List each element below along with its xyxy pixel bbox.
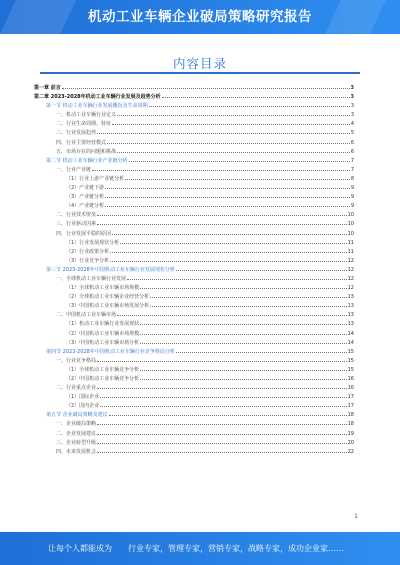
toc-leader-dots xyxy=(92,170,350,171)
toc-leader-dots xyxy=(97,133,350,134)
footer-slogan-left: 让每个人都能成为 xyxy=(48,544,112,553)
toc-leader-dots xyxy=(176,352,347,353)
toc-leader-dots xyxy=(129,161,350,162)
toc-entry-page: 11 xyxy=(347,239,354,246)
toc-entry-title: 第二章 2023-2028年机动工业车辆行业发展及趋势分析 xyxy=(34,94,161,101)
toc-entry[interactable] xyxy=(34,420,354,429)
toc-entry[interactable] xyxy=(34,339,354,348)
toc-entry[interactable] xyxy=(34,320,354,329)
toc-entry-page: 9 xyxy=(350,185,354,192)
toc-leader-dots xyxy=(97,215,347,216)
toc-entry[interactable] xyxy=(34,220,354,229)
toc-entry-title: 二、行业生命周期、特征 xyxy=(56,121,112,128)
toc-leader-dots xyxy=(62,88,350,89)
header-banner xyxy=(0,0,400,34)
toc-entry[interactable] xyxy=(34,275,354,284)
toc-entry[interactable] xyxy=(34,448,354,457)
toc-entry[interactable] xyxy=(34,93,354,102)
toc-entry[interactable] xyxy=(34,302,354,311)
toc-entry-title: 三、企业转型升级 xyxy=(56,439,97,446)
toc-title: 内容目录 xyxy=(172,56,227,71)
toc-entry[interactable] xyxy=(34,411,354,420)
toc-leader-dots xyxy=(112,234,347,235)
toc-leader-dots xyxy=(117,315,347,316)
toc-entry[interactable] xyxy=(34,239,354,248)
toc-leader-dots xyxy=(120,243,346,244)
toc-leader-dots xyxy=(110,261,346,262)
toc-entry-title: 一、行业竞争格局 xyxy=(56,357,97,364)
toc-entry-title: （1）行业上游产业链分析 xyxy=(66,175,125,182)
toc-leader-dots xyxy=(97,224,347,225)
toc-entry[interactable] xyxy=(34,439,354,448)
toc-entry-page: 10 xyxy=(347,212,354,219)
toc-entry-page: 16 xyxy=(347,385,354,392)
toc-entry-page: 13 xyxy=(347,303,354,310)
toc-entry-title: 第一节 机动工业车辆行业发展概况及生命周期 xyxy=(46,103,148,110)
toc-entry-title: 第三节 2023-2028年中国机动工业车辆行业发展现状分析 xyxy=(46,266,175,273)
toc-entry[interactable] xyxy=(34,348,354,357)
toc-entry-title: 一、企业破局策略 xyxy=(56,421,97,428)
toc-entry-title: 二、企业发展建议 xyxy=(56,430,97,437)
toc-entry[interactable] xyxy=(34,293,354,302)
toc-entry-title: 三、行业驱动因素 xyxy=(56,221,97,228)
toc-entry[interactable] xyxy=(34,166,354,175)
toc-entry-page: 15 xyxy=(347,357,354,364)
toc-entry-page: 7 xyxy=(350,157,354,164)
toc-entry-page: 9 xyxy=(350,194,354,201)
toc-leader-dots xyxy=(125,179,350,180)
toc-entry[interactable] xyxy=(34,211,354,220)
toc-entry-title: （1）机动工业车辆行业发展现状 xyxy=(66,321,140,328)
toc-entry-title: （1）全球机动工业车辆市场规模 xyxy=(66,285,140,292)
toc-entry-title: （2）中国机动工业车辆市场规模 xyxy=(66,330,140,337)
toc-entry-page: 3 xyxy=(350,112,354,119)
toc-entry-page: 13 xyxy=(347,312,354,319)
toc-entry-title: 四、未来发展机会 xyxy=(56,448,97,455)
toc-entry-title: 一、机动工业车辆行业定义 xyxy=(56,112,117,119)
toc-leader-dots xyxy=(97,452,347,453)
toc-leader-dots xyxy=(140,370,346,371)
toc-entry[interactable] xyxy=(34,139,354,148)
toc-entry-page: 8 xyxy=(350,175,354,182)
toc-leader-dots xyxy=(117,152,350,153)
toc-entry-page: 10 xyxy=(347,221,354,228)
toc-leader-dots xyxy=(112,124,350,125)
toc-leader-dots xyxy=(97,361,347,362)
toc-entry-title: 二、行业技术壁垒 xyxy=(56,212,97,219)
toc-entry-page: 3 xyxy=(350,85,354,91)
footer-slogan-right: 行业专家，管理专家，营销专家，战略专家，成功企业家…… xyxy=(128,544,344,553)
toc-entry-page: 17 xyxy=(347,394,354,401)
toc-entry-title: （2）产业链下游 xyxy=(66,185,105,192)
toc-entry-page: 20 xyxy=(347,439,354,446)
toc-leader-dots xyxy=(140,288,346,289)
toc-leader-dots xyxy=(162,97,350,98)
toc-entry-page: 10 xyxy=(347,230,354,237)
toc-leader-dots xyxy=(97,434,347,435)
toc-divider xyxy=(40,72,360,74)
toc-entry-page: 7 xyxy=(350,166,354,173)
toc-leader-dots xyxy=(105,197,350,198)
toc-entry[interactable] xyxy=(34,202,354,211)
toc-entry[interactable] xyxy=(34,157,354,166)
toc-entry[interactable] xyxy=(34,184,354,193)
toc-leader-dots xyxy=(100,397,346,398)
toc-entry-title: （1）全球机动工业车辆竞争分析 xyxy=(66,366,140,373)
toc-leader-dots xyxy=(150,297,346,298)
toc-entry-title: 四、行业发展平稳的原因 xyxy=(56,230,112,237)
toc-leader-dots xyxy=(140,379,346,380)
toc-entry-title: 二、行业重点企业 xyxy=(56,385,97,392)
toc-entry[interactable] xyxy=(34,330,354,339)
toc-entry-page: 12 xyxy=(347,257,354,264)
toc-entry-title: （3）中国机动工业车辆市场发展分析 xyxy=(66,303,150,310)
toc-entry-page: 12 xyxy=(347,275,354,282)
toc-entry[interactable] xyxy=(34,193,354,202)
toc-entry[interactable] xyxy=(34,129,354,138)
toc-leader-dots xyxy=(117,115,350,116)
toc-leader-dots xyxy=(105,188,350,189)
toc-entry-page: 22 xyxy=(347,448,354,455)
toc-entry-title: 一、行业产业链 xyxy=(56,166,92,173)
toc-entry[interactable] xyxy=(34,266,354,275)
toc-leader-dots xyxy=(109,415,347,416)
toc-entry-page: 12 xyxy=(347,285,354,292)
toc-leader-dots xyxy=(110,252,346,253)
toc-entry-page: 15 xyxy=(347,366,354,373)
toc-entry[interactable] xyxy=(34,257,354,266)
toc-entry-title: 第一章 前言 xyxy=(34,85,61,91)
toc-entry[interactable] xyxy=(34,175,354,184)
toc-leader-dots xyxy=(107,143,350,144)
toc-entry-title: （2）中国机动工业车辆竞争分析 xyxy=(66,376,140,382)
toc-entry-title: 三、行业发展趋势 xyxy=(56,130,97,137)
toc-entry-page: 15 xyxy=(347,348,354,355)
toc-entry-title: 一、全球机动工业车辆行业发展 xyxy=(56,275,127,282)
toc-leader-dots xyxy=(149,106,350,107)
toc-leader-dots xyxy=(127,279,347,280)
toc-entry[interactable] xyxy=(34,430,354,439)
toc-entry-page: 4 xyxy=(350,121,354,128)
toc-entry-title: （1）国际企业 xyxy=(66,394,100,401)
toc-entry-title: （4）产业链分析 xyxy=(66,203,105,210)
toc-entry-page: 5 xyxy=(350,130,354,137)
toc-entry-page: 19 xyxy=(347,430,354,437)
toc-entry-title: （3）行业竞争分析 xyxy=(66,257,110,264)
toc-entry[interactable] xyxy=(34,102,354,111)
table-of-contents xyxy=(34,84,354,457)
toc-entry[interactable] xyxy=(34,375,354,384)
toc-entry[interactable] xyxy=(34,402,354,411)
toc-leader-dots xyxy=(100,406,346,407)
toc-entry-title: 第四节 2023-2028年中国机动工业车辆行业竞争格局分析 xyxy=(46,348,175,355)
toc-entry-page: 14 xyxy=(347,330,354,337)
toc-entry-page: 13 xyxy=(347,321,354,328)
toc-entry[interactable] xyxy=(34,393,354,402)
toc-entry-title: （3）产业链分析 xyxy=(66,194,105,201)
toc-entry-page: 18 xyxy=(347,421,354,428)
toc-leader-dots xyxy=(97,388,347,389)
footer-banner xyxy=(0,532,400,565)
toc-entry[interactable] xyxy=(34,311,354,320)
toc-entry-title: （3）中国机动工业车辆市场分析 xyxy=(66,339,140,346)
toc-entry[interactable] xyxy=(34,366,354,375)
toc-leader-dots xyxy=(97,424,347,425)
toc-entry-page: 18 xyxy=(347,412,354,419)
toc-entry-title: 四、行业主要经营模式 xyxy=(56,139,107,146)
toc-entry-title: （2）全球机动工业车辆企业经营分析 xyxy=(66,294,150,301)
toc-entry-page: 12 xyxy=(347,266,354,273)
toc-entry-title: （1）行业发展现状分析 xyxy=(66,239,120,246)
toc-entry[interactable] xyxy=(34,148,354,157)
toc-entry-title: （2）行业政策分析 xyxy=(66,248,110,255)
toc-entry-page: 11 xyxy=(347,248,354,255)
toc-entry-page: 3 xyxy=(350,103,354,110)
toc-entry[interactable] xyxy=(34,384,354,393)
toc-entry-page: 13 xyxy=(347,294,354,301)
report-title: 机动工业车辆企业破局策略研究报告 xyxy=(88,9,312,25)
toc-entry-page: 9 xyxy=(350,203,354,210)
toc-entry-title: 二、中国机动工业车辆市场 xyxy=(56,312,117,319)
toc-entry[interactable] xyxy=(34,120,354,129)
toc-entry-page: 17 xyxy=(347,403,354,410)
toc-leader-dots xyxy=(176,270,347,271)
toc-leader-dots xyxy=(105,206,350,207)
toc-entry[interactable] xyxy=(34,248,354,257)
toc-entry-page: 16 xyxy=(347,376,354,382)
toc-entry-title: 第五节 企业破局策略及建议 xyxy=(46,412,108,419)
toc-entry-page: 6 xyxy=(350,148,354,155)
toc-entry[interactable] xyxy=(34,284,354,293)
toc-entry-page: 14 xyxy=(347,339,354,346)
toc-entry-page: 6 xyxy=(350,139,354,146)
toc-leader-dots xyxy=(150,306,346,307)
toc-entry-title: 第二节 机动工业车辆行业产业链分析 xyxy=(46,157,128,164)
toc-leader-dots xyxy=(97,443,347,444)
toc-leader-dots xyxy=(140,334,346,335)
toc-leader-dots xyxy=(140,324,346,325)
toc-entry[interactable] xyxy=(34,357,354,366)
toc-leader-dots xyxy=(140,343,346,344)
toc-entry[interactable] xyxy=(34,111,354,120)
toc-entry-title: 五、市场存在的问题和挑战 xyxy=(56,148,117,155)
toc-entry-page: 3 xyxy=(350,94,354,101)
page-number: 1 xyxy=(354,513,358,520)
toc-entry-title: （2）国内企业 xyxy=(66,403,100,410)
toc-entry[interactable] xyxy=(34,230,354,239)
toc-entry[interactable] xyxy=(34,84,354,93)
